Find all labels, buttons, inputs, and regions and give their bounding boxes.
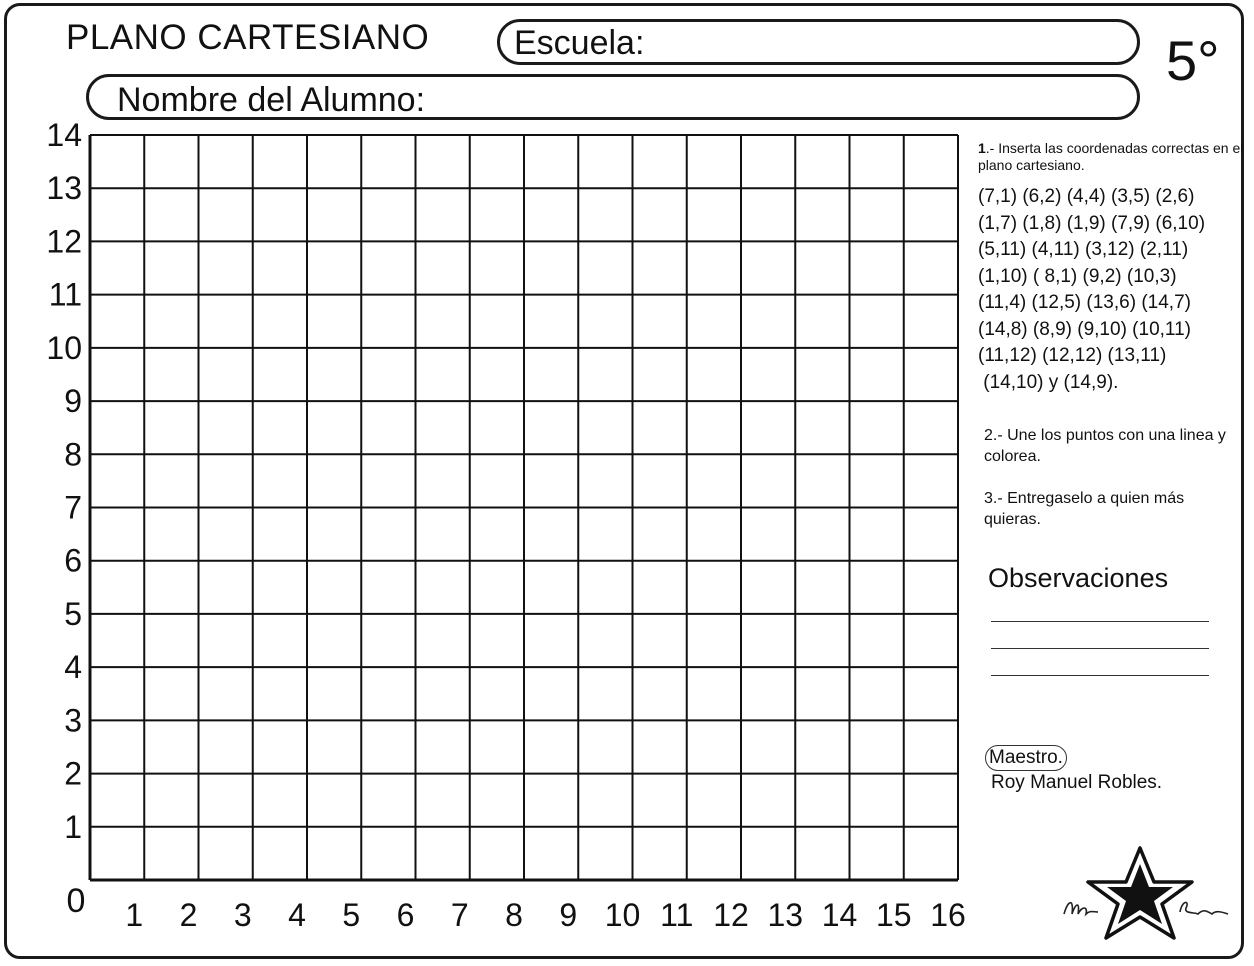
coordinates-line: (14,8) (8,9) (9,10) (10,11) <box>978 318 1191 340</box>
coordinates-line: (1,7) (1,8) (1,9) (7,9) (6,10) <box>978 212 1206 234</box>
y-tick-label: 3 <box>64 702 82 739</box>
instruction-1-text: .- Inserta las coordenadas correctas en el plano cartesiano. <box>978 140 1244 173</box>
observation-line[interactable] <box>991 648 1209 649</box>
x-tick-label: 10 <box>604 897 641 933</box>
y-tick-label: 13 <box>46 170 82 207</box>
y-tick-label: 11 <box>48 276 82 313</box>
x-tick-label: 9 <box>559 897 578 933</box>
coordinates-line: (11,12) (12,12) (13,11) <box>978 345 1167 366</box>
coordinates-list <box>978 184 1250 396</box>
x-tick-label: 11 <box>660 897 694 933</box>
observation-line[interactable] <box>991 621 1209 622</box>
x-tick-label: 1 <box>125 897 144 933</box>
coordinates-line: (14,10) y (14,9). <box>978 371 1119 393</box>
teacher-label: Maestro. <box>985 745 1067 771</box>
y-tick-label: 10 <box>46 329 82 366</box>
star-icon <box>1088 848 1192 938</box>
x-tick-label: 16 <box>930 897 966 933</box>
x-tick-label: 14 <box>821 897 858 933</box>
x-tick-label: 12 <box>713 897 749 933</box>
y-tick-label: 8 <box>64 436 82 473</box>
y-tick-label: 4 <box>64 649 82 686</box>
origin-label: 0 <box>66 882 86 920</box>
x-tick-label: 3 <box>233 897 252 933</box>
y-tick-label: 12 <box>46 223 82 260</box>
x-tick-label: 13 <box>767 897 804 933</box>
school-label: Escuela: <box>514 24 645 62</box>
x-tick-label: 4 <box>288 897 306 933</box>
x-tick-label: 6 <box>396 897 415 933</box>
observations-heading: Observaciones <box>988 563 1169 593</box>
y-tick-label: 9 <box>64 383 82 420</box>
y-tick-label: 7 <box>64 489 82 526</box>
coordinates-line: (1,10) ( 8,1) (9,2) (10,3) <box>978 265 1177 287</box>
x-tick-label: 15 <box>875 897 912 933</box>
coordinates-line: (11,4) (12,5) (13,6) (14,7) <box>978 292 1191 313</box>
coordinates-line: (5,11) (4,11) (3,12) (2,11) <box>978 239 1189 260</box>
instruction-1-number: 1 <box>978 140 986 156</box>
y-tick-label: 6 <box>64 542 82 579</box>
x-tick-label: 5 <box>342 897 361 933</box>
y-tick-label: 2 <box>64 755 82 792</box>
x-tick-label: 8 <box>505 897 523 933</box>
y-tick-label: 5 <box>64 595 82 632</box>
instruction-1 <box>978 140 1246 174</box>
x-tick-label: 2 <box>179 897 198 933</box>
y-tick-label: 14 <box>46 117 82 153</box>
signature-logo <box>1058 842 1238 942</box>
y-tick-label: 1 <box>64 808 82 845</box>
coordinates-line: (7,1) (6,2) (4,4) (3,5) (2,6) <box>978 186 1195 207</box>
grade-label: 5° <box>1166 29 1220 92</box>
student-name-label: Nombre del Alumno: <box>117 81 426 119</box>
observation-line[interactable] <box>991 675 1209 676</box>
x-tick-label: 7 <box>450 897 469 933</box>
teacher-name: Roy Manuel Robles. <box>991 772 1163 793</box>
instruction-3: 3.- Entregaselo a quien más quieras. <box>984 490 1185 528</box>
signature-left <box>1064 903 1098 914</box>
signature-right <box>1180 902 1228 914</box>
page-title: PLANO CARTESIANO <box>66 18 430 57</box>
instruction-2: 2.- Une los puntos con una linea y colorea. <box>984 427 1226 465</box>
